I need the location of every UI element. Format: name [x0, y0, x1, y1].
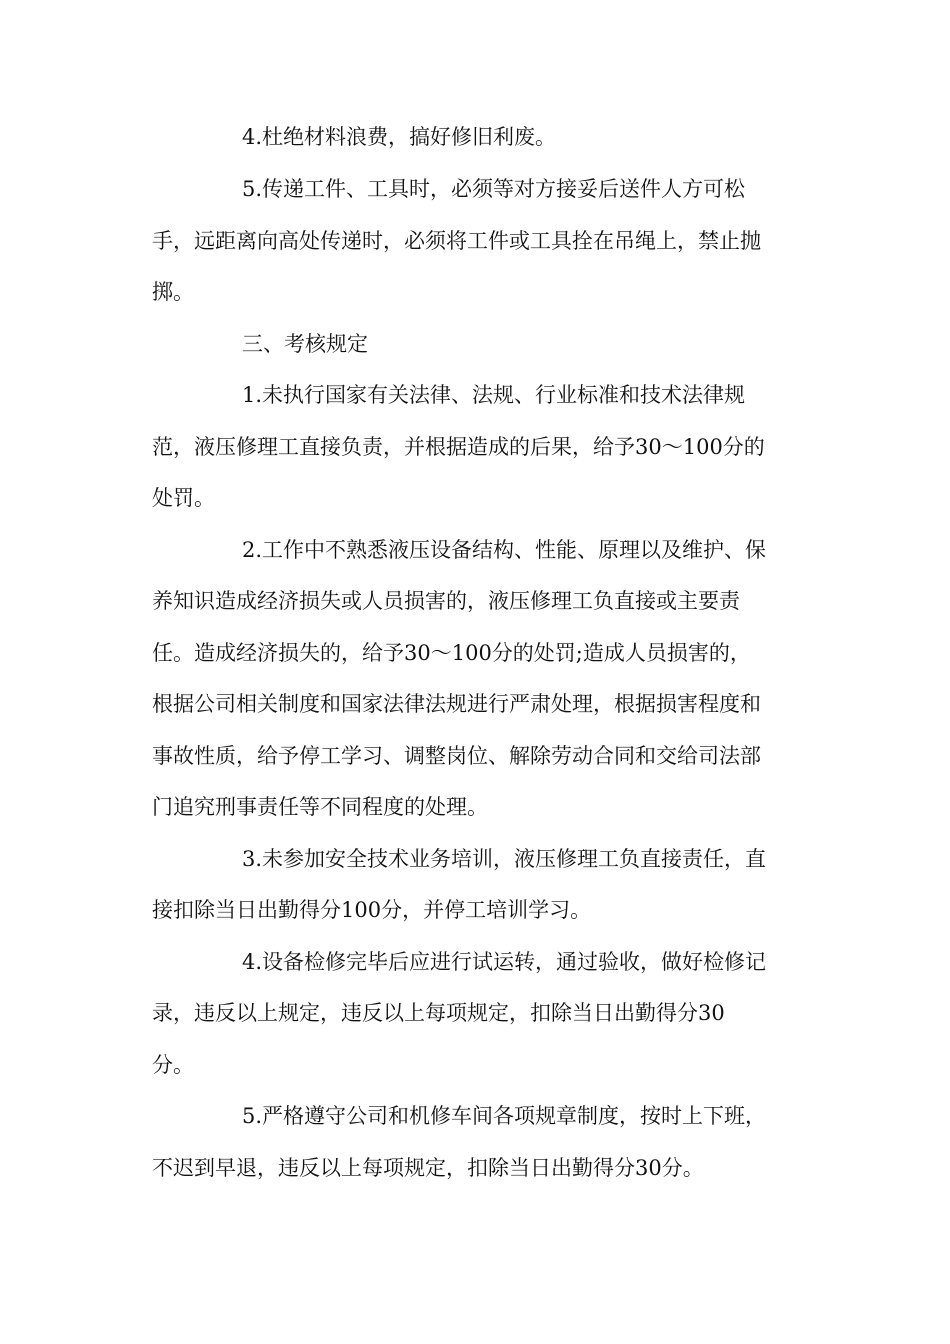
paragraph-line: 不迟到早退，违反以上每项规定，扣除当日出勤得分30分。: [152, 1156, 704, 1180]
paragraph-line: 掷。: [152, 280, 194, 304]
paragraph-line: 处罚。: [152, 486, 215, 510]
paragraph-line: 范，液压修理工直接负责，并根据造成的后果，给予30～100分的: [152, 435, 765, 459]
paragraph-line: 4.设备检修完毕后应进行试运转，通过验收，做好检修记: [242, 950, 767, 974]
paragraph-line: 4.杜绝材料浪费，搞好修旧利废。: [242, 125, 557, 149]
paragraph-line: 5.严格遵守公司和机修车间各项规章制度，按时上下班，: [242, 1104, 767, 1128]
paragraph-line: 录，违反以上规定，违反以上每项规定，扣除当日出勤得分30: [152, 1001, 725, 1025]
paragraph-line: 3.未参加安全技术业务培训，液压修理工负直接责任，直: [242, 847, 767, 871]
paragraph-line: 任。造成经济损失的，给予30～100分的处罚;造成人员损害的，: [152, 641, 751, 665]
paragraph-line: 门追究刑事责任等不同程度的处理。: [152, 795, 488, 819]
section-heading: 三、考核规定: [242, 332, 368, 356]
paragraph-line: 手，远距离向高处传递时，必须将工件或工具拴在吊绳上，禁止抛: [152, 229, 761, 253]
paragraph-line: 5.传递工件、工具时，必须等对方接妥后送件人方可松: [242, 177, 746, 201]
paragraph-line: 1.未执行国家有关法律、法规、行业标准和技术法律规: [242, 383, 746, 407]
paragraph-line: 事故性质，给予停工学习、调整岗位、解除劳动合同和交给司法部: [152, 744, 761, 768]
paragraph-line: 接扣除当日出勤得分100分，并停工培训学习。: [152, 898, 592, 922]
paragraph-line: 2.工作中不熟悉液压设备结构、性能、原理以及维护、保: [242, 538, 767, 562]
paragraph-line: 根据公司相关制度和国家法律法规进行严肃处理，根据损害程度和: [152, 692, 761, 716]
paragraph-line: 养知识造成经济损失或人员损害的，液压修理工负直接或主要责: [152, 589, 740, 613]
paragraph-line: 分。: [152, 1053, 194, 1077]
